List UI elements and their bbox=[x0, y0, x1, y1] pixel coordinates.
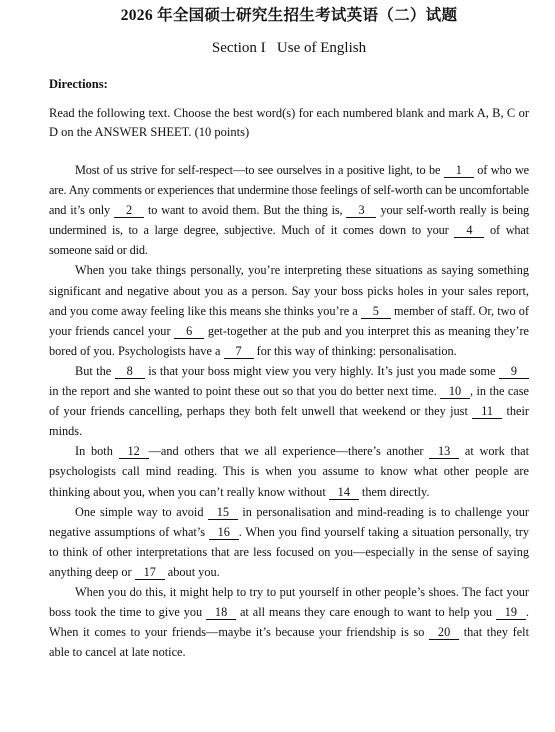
answer-blank[interactable]: 9 bbox=[499, 364, 529, 379]
passage-paragraph bbox=[49, 260, 529, 360]
answer-blank[interactable]: 6 bbox=[174, 324, 204, 339]
passage-paragraph bbox=[49, 441, 529, 501]
passage-text: One simple way to avoid bbox=[75, 504, 208, 519]
passage-text: But the bbox=[75, 363, 115, 378]
passage-text: of what someone said or did. bbox=[49, 223, 529, 258]
answer-blank[interactable]: 20 bbox=[429, 625, 459, 640]
answer-blank[interactable]: 2 bbox=[114, 203, 144, 218]
passage-text: —and others that we all experience—there’s another bbox=[148, 444, 430, 459]
answer-blank[interactable]: 16 bbox=[209, 525, 239, 540]
passage-paragraph bbox=[49, 361, 529, 441]
passage-text: member of staff. Or, two of your friends cancel your bbox=[49, 303, 529, 338]
answer-blank[interactable]: 11 bbox=[472, 404, 502, 419]
passage-text: When you take things personally, you’re interpreting these situations as saying something significant and negative about you as a person. Say your boss picks holes in your sales report, and you come away feeling like this means she thinks you’re a bbox=[49, 263, 529, 318]
passage-text: for this way of thinking: personalisation. bbox=[253, 343, 457, 358]
answer-blank[interactable]: 1 bbox=[444, 163, 474, 178]
answer-blank[interactable]: 7 bbox=[224, 344, 254, 359]
passage-paragraph bbox=[49, 160, 529, 260]
passage-text: When you do this, it might help to try to put yourself in other people’s shoes. The fact your boss took the time to give you bbox=[49, 584, 529, 620]
answer-blank[interactable]: 12 bbox=[119, 444, 149, 459]
passage-text: of who we are. Any comments or experiences that undermine those feelings of self-worth can be uncomfortable and it’s only bbox=[49, 163, 529, 218]
passage-text: to want to avoid them. But the thing is, bbox=[143, 203, 347, 218]
passage-text: In both bbox=[75, 444, 119, 459]
exam-title: 2026 年全国硕士研究生招生考试英语（二）试题 bbox=[120, 7, 458, 24]
answer-blank[interactable]: 19 bbox=[496, 605, 526, 620]
section-heading: Section I Use of English bbox=[211, 40, 367, 56]
passage-text: , in the case of your friends cancelling, perhaps they both felt unwell that weekend or they just bbox=[49, 384, 529, 419]
answer-blank[interactable]: 18 bbox=[206, 605, 236, 620]
passage-text: that they felt able to cancel at late notice. bbox=[49, 625, 529, 660]
answer-blank[interactable]: 4 bbox=[454, 223, 484, 238]
passage-text: is that your boss might view you very highly. It’s just you made some bbox=[144, 363, 499, 378]
answer-blank[interactable]: 5 bbox=[361, 304, 391, 319]
answer-blank[interactable]: 10 bbox=[440, 384, 470, 399]
directions-heading: Directions: bbox=[49, 77, 108, 91]
passage-text: at work that psychologists call mind reading. This is when you assume to know what other people are thinking about you, when you can’t really know without bbox=[49, 444, 529, 499]
passage-text: Most of us strive for self-respect—to see ourselves in a positive light, to be bbox=[75, 163, 444, 177]
answer-blank[interactable]: 3 bbox=[346, 203, 376, 218]
passage-text: in personalisation and mind-reading is to challenge your negative assumptions of what’s bbox=[49, 504, 529, 539]
passage-text: about you. bbox=[164, 564, 220, 579]
passage-text: in the report and she wanted to point these out so that you do better next time. bbox=[49, 384, 441, 399]
passage-text: your self-worth really is being undermined is, to a large degree, subjective. Much of it comes down to your bbox=[49, 203, 529, 238]
answer-blank[interactable]: 13 bbox=[429, 444, 459, 459]
answer-blank[interactable]: 8 bbox=[115, 364, 145, 379]
passage-text: get-together at the pub and you interpret this as meaning they’re bored of you. Psychologists have a bbox=[49, 323, 529, 358]
passage-paragraph bbox=[49, 502, 529, 582]
passage-text: at all means they care enough to want to help you bbox=[236, 605, 496, 620]
cloze-passage bbox=[49, 160, 529, 662]
answer-blank[interactable]: 15 bbox=[208, 505, 238, 520]
passage-paragraph bbox=[49, 582, 529, 662]
passage-text: . When it comes to your friends—maybe it’s because your friendship is so bbox=[49, 605, 529, 640]
passage-text: their minds. bbox=[49, 404, 529, 439]
directions-text: Read the following text. Choose the best word(s) for each numbered blank and mark A, B, C or D on the ANSWER SHEET. (10 points) bbox=[49, 106, 529, 139]
passage-text: . When you find yourself taking a situation personally, try to think of other interpretations that are less focused on you—especially in the sense of saying anything deep or bbox=[49, 524, 529, 579]
passage-text: them directly. bbox=[358, 484, 430, 499]
answer-blank[interactable]: 17 bbox=[135, 565, 165, 580]
answer-blank[interactable]: 14 bbox=[329, 485, 359, 500]
